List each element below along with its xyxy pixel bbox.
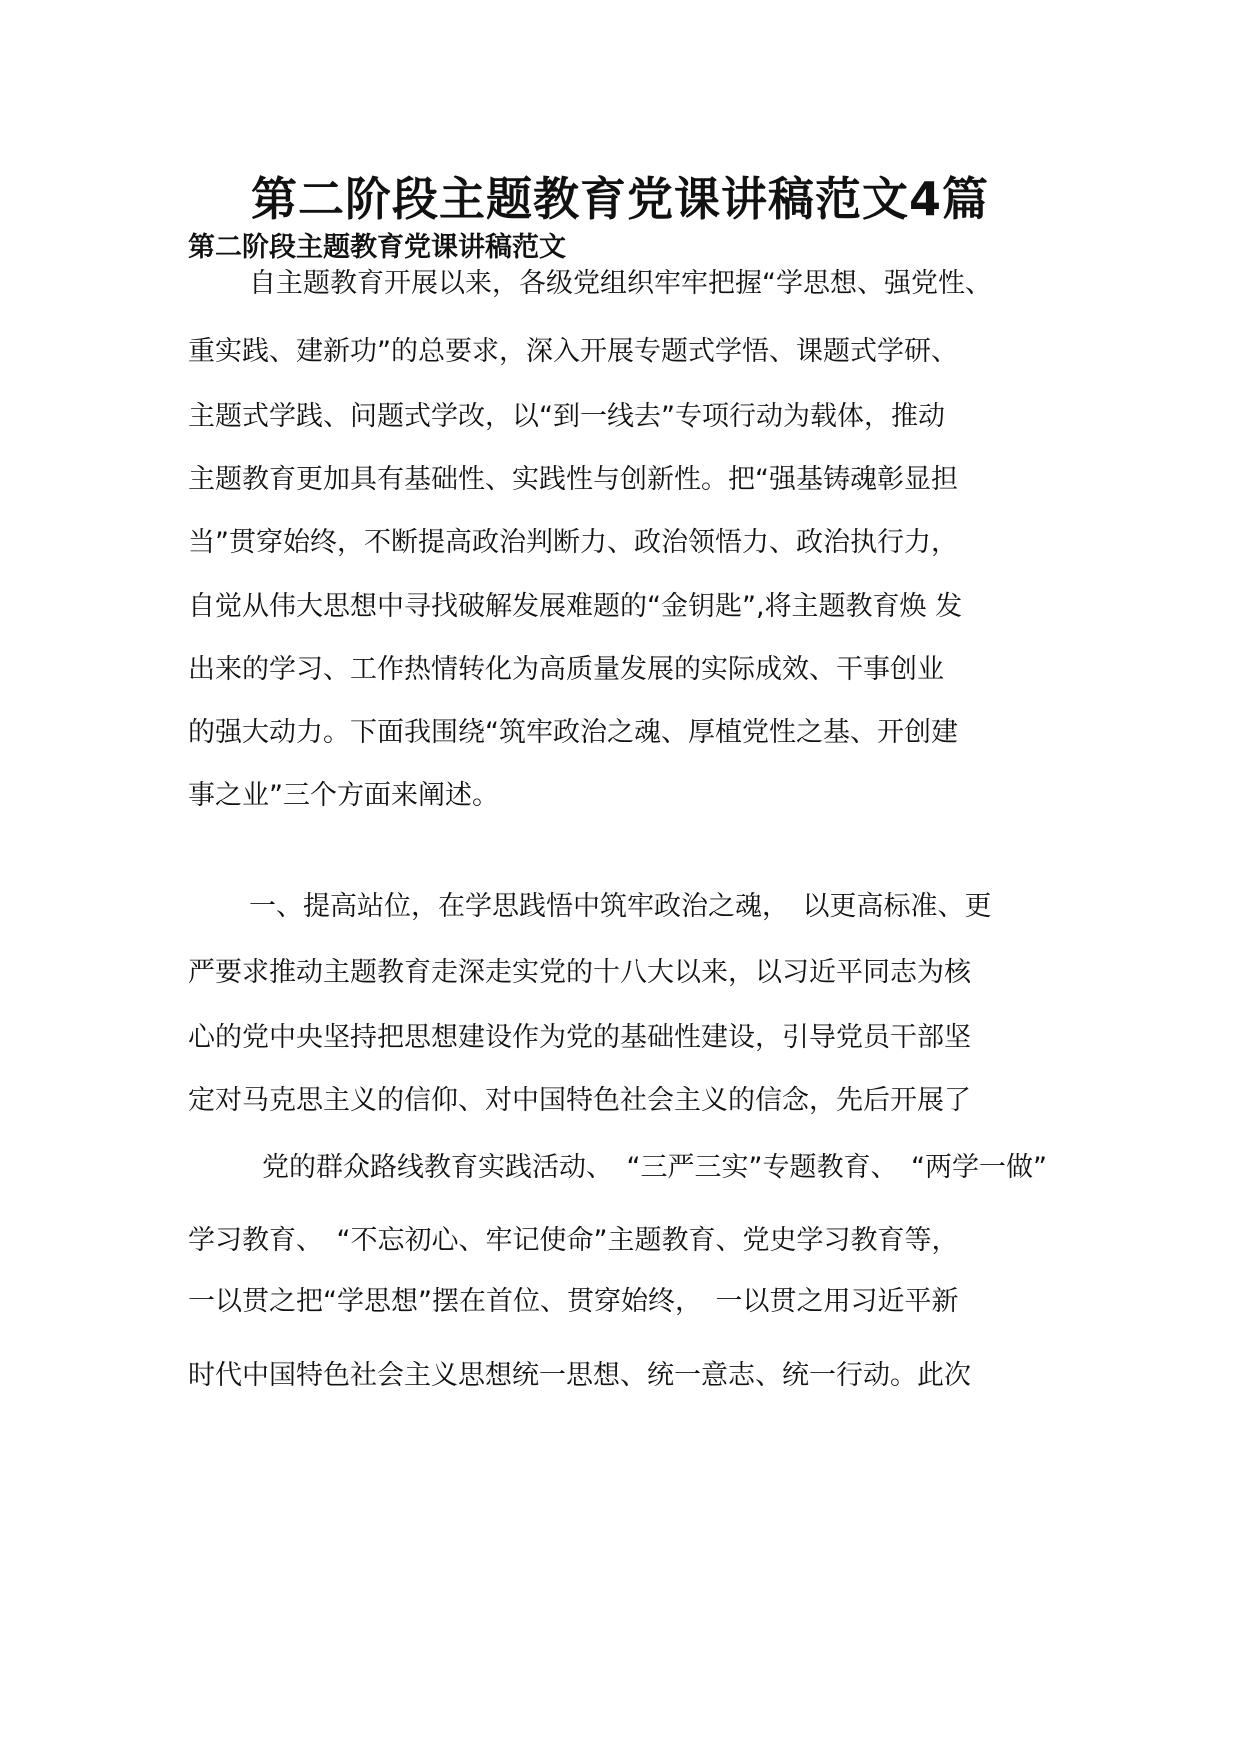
body-line: 主题式学践、问题式学改，以“到一线去”专项行动为载体，推动: [188, 401, 945, 432]
document-title: 第二阶段主题教育党课讲稿范文4篇: [250, 172, 989, 226]
body-line: 当”贯穿始终，不断提高政治判断力、政治领悟力、政治执行力，: [188, 527, 958, 558]
body-line: 严要求推动主题教育走深走实党的十八大以来，以习近平同志为核: [188, 957, 971, 988]
document-subtitle: 第二阶段主题教育党课讲稿范文: [188, 232, 566, 263]
body-line: 学习教育、 “不忘初心、牢记使命”主题教育、党史学习教育等，: [188, 1225, 959, 1256]
body-line: 定对马克思主义的信仰、对中国特色社会主义的信念，先后开展了: [188, 1085, 971, 1116]
body-line: 重实践、建新功”的总要求，深入开展专题式学悟、课题式学研、: [188, 336, 958, 367]
body-line: 一以贯之把“学思想”摆在首位、贯穿始终， 一以贯之用习近平新: [188, 1286, 959, 1317]
body-line: 的强大动力。下面我围绕“筑牢政治之魂、厚植党性之基、开创建: [188, 717, 958, 748]
body-line: 事之业”三个方面来阐述。: [188, 780, 499, 811]
body-line: 时代中国特色社会主义思想统一思想、统一意志、统一行动。此次: [188, 1360, 971, 1391]
body-line: 党的群众路线教育实践活动、 “三严三实”专题教育、 “两学一做”: [262, 1152, 1047, 1183]
body-line: 一、提高站位，在学思践悟中筑牢政治之魂， 以更高标准、更: [249, 891, 992, 922]
body-line: 心的党中央坚持把思想建设作为党的基础性建设，引导党员干部坚: [188, 1022, 971, 1053]
body-line: 自主题教育开展以来，各级党组织牢牢把握“学思想、强党性、: [249, 268, 992, 299]
body-line: 自觉从伟大思想中寻找破解发展难题的“金钥匙”,将主题教育焕 发: [188, 591, 963, 622]
body-line: 出来的学习、工作热情转化为高质量发展的实际成效、干事创业: [188, 654, 944, 685]
body-line: 主题教育更加具有基础性、实践性与创新性。把“强基铸魂彰显担: [188, 464, 958, 495]
